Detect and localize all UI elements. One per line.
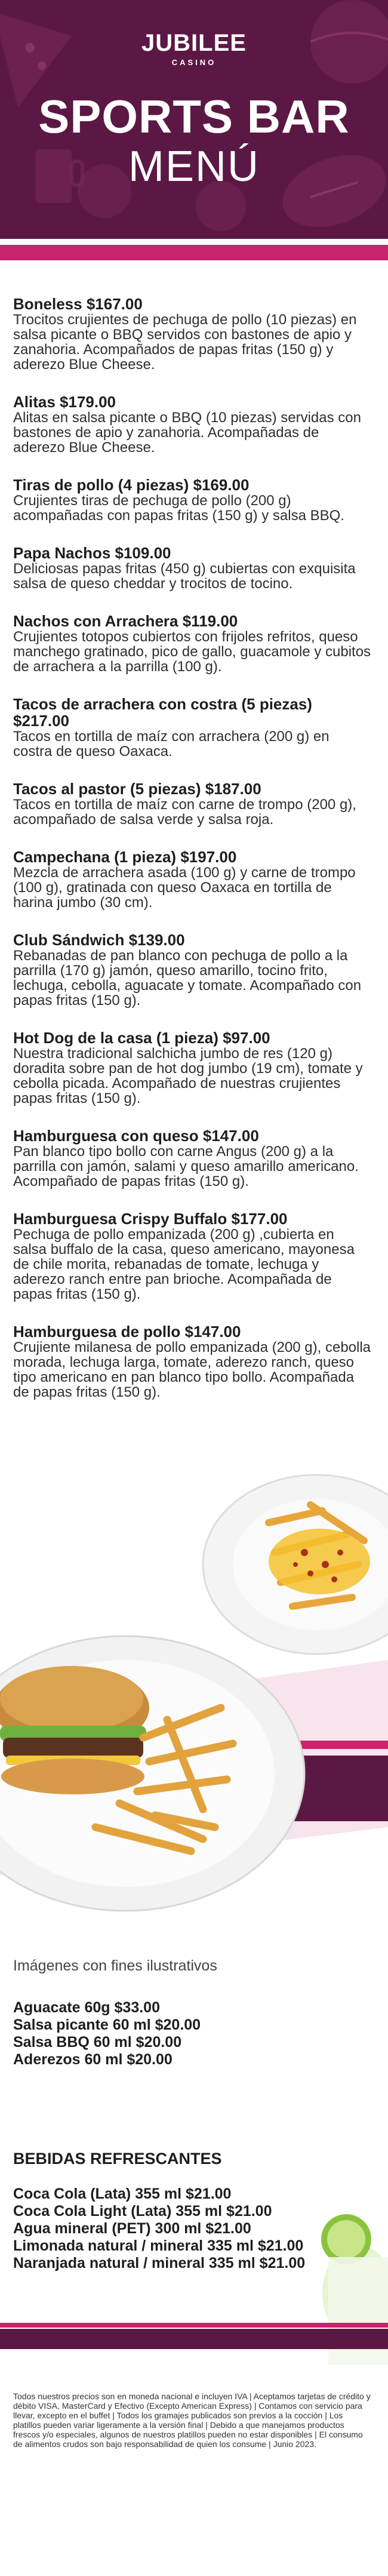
menu-list: [13, 296, 371, 1421]
drink-item: Limonada natural / mineral 335 ml $21.00: [13, 2237, 304, 2254]
menu-item-name: Tiras de pollo (4 piezas) $169.00: [13, 476, 250, 494]
menu-item-description: Tacos en tortilla de maíz con arrachera (200 g) en costra de queso Oaxaca.: [13, 728, 330, 760]
menu-item: [13, 780, 371, 827]
menu-item-description: Pan blanco tipo bollo con carne Angus (200 g) a la parrilla con jamón, salami y queso amarillo americano. Acompañado de papas fritas (150 g).: [13, 1143, 359, 1189]
menu-item-name: Hamburguesa con queso $147.00: [13, 1127, 259, 1145]
menu-item: [13, 849, 371, 910]
menu-item-name: Alitas $179.00: [13, 393, 116, 411]
menu-item-description: Rebanadas de pan blanco con pechuga de pollo a la parrilla (170 g) jamón, queso amarillo, tocino frito, lechuga, cebolla, aguacate y tomate. Acompañado con papas fritas (150 g).: [13, 948, 362, 1009]
menu-item: [13, 296, 371, 372]
menu-item-name: Club Sándwich $139.00: [13, 931, 185, 949]
menu-item-description: Crujientes tiras de pechuga de pollo (200 g) acompañadas con papas fritas (150 g) y salsa BBQ.: [13, 493, 344, 524]
extra-item: Salsa BBQ 60 ml $20.00: [13, 2034, 182, 2051]
accent-stripe: [0, 245, 388, 260]
illustrative-note: Imágenes con fines ilustrativos: [13, 1957, 217, 1974]
drinks-title: BEBIDAS REFRESCANTES: [13, 2150, 222, 2168]
menu-item: [13, 1210, 371, 1302]
menu-item: [13, 696, 371, 759]
menu-item-name: Campechana (1 pieza) $197.00: [13, 848, 237, 866]
menu-item: [13, 477, 371, 523]
extra-item: Salsa picante 60 ml $20.00: [13, 2016, 201, 2033]
menu-item-description: Crujiente milanesa de pollo empanizada (200 g), cebolla morada, lechuga larga, tomate, aderezo ranch, queso tipo americano en pan blanco tipo bollo. Acompañada de papas fritas (150 g).: [13, 1339, 371, 1400]
menu-item-name: Papa Nachos $109.00: [13, 544, 171, 562]
header-banner: [0, 0, 388, 239]
menu-item-description: Mezcla de arrachera asada (100 g) y carne de trompo (100 g), gratinada con queso Oaxaca en tortilla de harina jumbo (30 cm).: [13, 865, 356, 911]
menu-item: [13, 1029, 371, 1106]
menu-item: [13, 1127, 371, 1189]
menu-item-name: Boneless $167.00: [13, 295, 143, 313]
menu-item: [13, 932, 371, 1008]
divider: [0, 239, 388, 245]
brand-subtitle: CASINO: [171, 58, 217, 67]
menu-item-name: Tacos de arrachera con costra (5 piezas) $217.00: [13, 695, 312, 730]
menu-item-description: Deliciosas papas fritas (450 g) cubiertas con exquisita salsa de queso cheddar y trocitos de tocino.: [13, 561, 356, 592]
extra-item: Aguacate 60g $33.00: [13, 1999, 160, 2016]
menu-item-name: Hamburguesa de pollo $147.00: [13, 1323, 241, 1341]
menu-item-description: Crujientes totopos cubiertos con frijoles refritos, queso manchego gratinado, pico de gallo, guacamole y cubitos de arrachera a la parrilla (100 g).: [13, 629, 371, 675]
drink-item: Agua mineral (PET) 300 ml $21.00: [13, 2220, 251, 2237]
menu-item-name: Nachos con Arrachera $119.00: [13, 612, 238, 630]
menu-item-description: Pechuga de pollo empanizada (200 g) ,cubierta en salsa buffalo de la casa, queso americano, mayonesa de chile morita, rebanadas de tomate, lechuga y aderezo ranch entre pan brioche. Acompañada de papas fritas (150 g).: [13, 1226, 355, 1302]
drink-item: Naranjada natural / mineral 335 ml $21.00: [13, 2255, 306, 2271]
page-subtitle: MENÚ: [128, 143, 260, 190]
extra-item: Aderezos 60 ml $20.00: [13, 2051, 173, 2068]
menu-item: [13, 1323, 371, 1400]
menu-item-description: Trocitos crujientes de pechuga de pollo (10 piezas) en salsa picante o BBQ servidos con bastones de apio y zanahoria. Acompañados de papas fritas (150 g) y aderezo Blue Cheese.: [13, 312, 357, 373]
menu-item-description: Nuestra tradicional salchicha jumbo de res (120 g) doradita sobre pan de hot dog jumbo (19 cm), tomate y cebolla picada. Acompañado de nuestras crujientes papas fritas (150 g).: [13, 1046, 363, 1106]
menu-item: [13, 613, 371, 674]
menu-item-description: Alitas en salsa picante o BBQ (10 piezas) servidas con bastones de apio y zanahoria. Acompañadas de aderezo Blue Cheese.: [13, 410, 361, 456]
page-title: SPORTS BAR: [38, 90, 350, 143]
menu-item-name: Hamburguesa Crispy Buffalo $177.00: [13, 1210, 288, 1228]
menu-item-name: Tacos al pastor (5 piezas) $187.00: [13, 780, 261, 798]
disclaimer-text: Todos nuestros precios son en moneda nacional e incluyen IVA | Aceptamos tarjetas de crédito y débito VISA, MasterCard y Efectivo (Excepto American Express) | Contamos con servicio para llevar, excepto en el buffet | Todos los gramajes publicados son previos a la cocción | Los platillos pueden variar ligeramente a la versión final | Debido a que manejamos productos frescos y/o especiales, algunos de nuestros platillos pueden no estar disponibles | El consumo de alimentos crudos son bajo responsabilidad de quien los consume | Junio 2023.: [13, 2391, 371, 2449]
brand-name: JUBILEE: [141, 30, 247, 56]
menu-item-name: Hot Dog de la casa (1 pieza) $97.00: [13, 1029, 270, 1047]
drink-item: Coca Cola Light (Lata) 355 ml $21.00: [13, 2203, 272, 2220]
menu-item-description: Tacos en tortilla de maíz con carne de trompo (200 g), acompañado de salsa verde y salsa roja.: [13, 797, 356, 828]
extras-list: [13, 1999, 201, 2068]
footer-stripes: [0, 2323, 388, 2354]
menu-item: [13, 394, 371, 455]
food-photo: [0, 1457, 388, 1935]
drink-item: Coca Cola (Lata) 355 ml $21.00: [13, 2185, 232, 2202]
menu-item: [13, 545, 371, 591]
